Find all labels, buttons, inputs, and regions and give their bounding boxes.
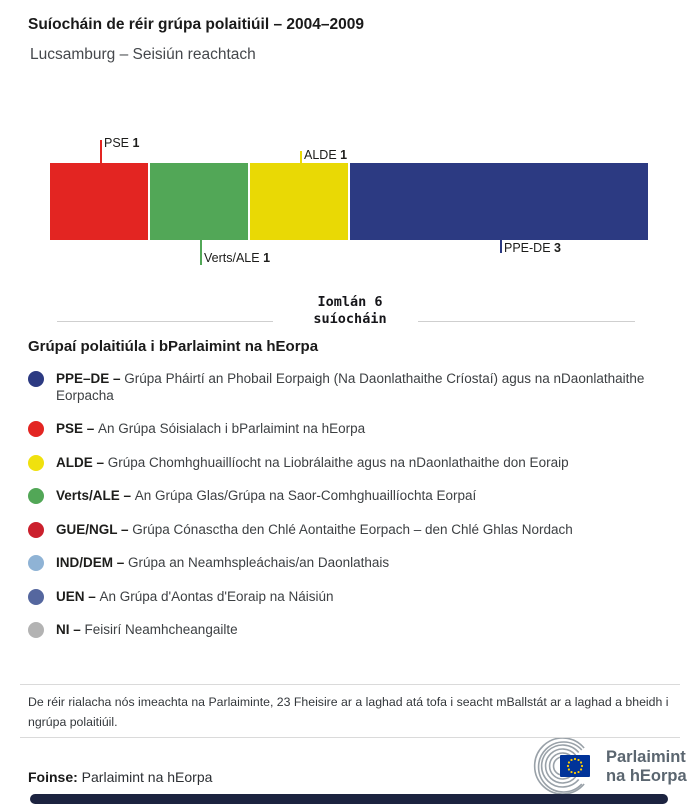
tick-PSE <box>100 140 102 163</box>
legend-color-dot <box>28 455 44 471</box>
seat-label-Verts/ALE: Verts/ALE 1 <box>204 251 271 265</box>
legend-color-dot <box>28 488 44 504</box>
page-subtitle: Lucsamburg – Seisiún reachtach <box>30 46 256 63</box>
european-parliament-logo <box>526 738 694 796</box>
source-label: Foinse: <box>28 769 78 785</box>
legend-item-gue-ngl <box>28 522 674 539</box>
bottom-footer-bar[interactable] <box>30 794 668 804</box>
legend-item-text: ALDE – Grúpa Chomhghuaillíocht na Liobrálaithe agus na nDaonlathaithe don Eoraip <box>56 454 569 470</box>
legend-item-pse <box>28 421 674 438</box>
source-value: Parlaimint na hEorpa <box>81 769 213 785</box>
tick-ALDE <box>300 151 302 163</box>
legend-item-ni <box>28 622 674 639</box>
bar-segment-ALDE <box>250 163 348 240</box>
legend <box>28 338 674 656</box>
page-title: Suíocháin de réir grúpa polaitiúil – 2004–2009 <box>28 16 364 33</box>
legend-item-ind-dem <box>28 555 674 572</box>
legend-color-dot <box>28 622 44 638</box>
legend-color-dot <box>28 555 44 571</box>
legend-item-text: GUE/NGL – Grúpa Cónasctha den Chlé Aontaithe Eorpach – den Chlé Ghlas Nordach <box>56 521 573 537</box>
logo-wordmark <box>606 748 687 786</box>
bar-segment-PPE-DE <box>350 163 648 240</box>
source-line <box>28 769 212 785</box>
legend-item-text: Verts/ALE – An Grúpa Glas/Grúpa na Saor-Comhghuaillíochta Eorpaí <box>56 488 477 503</box>
logo-line1: Parlaimint <box>606 748 686 766</box>
footnote-divider-top <box>20 684 680 685</box>
legend-heading: Grúpaí polaitiúla i bParlaimint na hEorpa <box>28 338 319 355</box>
total-seats-label <box>0 294 700 328</box>
bar-segment-PSE <box>50 163 148 240</box>
logo-line2: na hEorpa <box>606 767 687 785</box>
tick-Verts/ALE <box>200 240 202 265</box>
legend-item-alde <box>28 455 674 472</box>
legend-items <box>28 371 674 639</box>
legend-item-text: UEN – An Grúpa d'Aontas d'Eoraip na Náisiún <box>56 588 334 604</box>
legend-color-dot <box>28 589 44 605</box>
bar-segment-Verts/ALE <box>150 163 248 240</box>
tick-PPE-DE <box>500 240 502 253</box>
legend-item-text: PPE–DE – Grúpa Pháirtí an Phobail Eorpaigh (Na Daonlathaithe Críostaí) agus na nDaonlathaithe Eorpacha <box>56 371 645 403</box>
total-seats-line1: Iomlán 6 <box>317 294 383 310</box>
seat-label-ALDE: ALDE 1 <box>304 148 348 162</box>
chart-area <box>0 135 700 275</box>
legend-color-dot <box>28 421 44 437</box>
seats-bar <box>50 163 650 240</box>
legend-item-text: NI – Feisirí Neamhcheangailte <box>56 622 238 637</box>
legend-color-dot <box>28 371 44 387</box>
legend-item-verts-ale <box>28 488 674 505</box>
seat-label-PPE-DE: PPE-DE 3 <box>504 241 561 255</box>
legend-item-ppe-de <box>28 371 674 404</box>
total-seats-line2: suíocháin <box>313 311 387 327</box>
legend-item-uen <box>28 589 674 606</box>
footnote-text: De réir rialacha nós imeachta na Parlaiminte, 23 Fheisire ar a laghad atá tofa i seacht mBallstát ar a laghad a bheidh i ngrúpa polaitiúil. <box>28 695 669 729</box>
seat-label-PSE: PSE 1 <box>104 136 140 150</box>
total-divider-right <box>418 321 635 322</box>
parliament-hemicycle-icon <box>526 738 600 796</box>
total-seats-row <box>0 294 700 336</box>
legend-item-text: PSE – An Grúpa Sóisialach i bParlaimint na hEorpa <box>56 421 366 436</box>
legend-item-text: IND/DEM – Grúpa an Neamhspleáchais/an Daonlathais <box>56 555 390 570</box>
legend-color-dot <box>28 522 44 538</box>
